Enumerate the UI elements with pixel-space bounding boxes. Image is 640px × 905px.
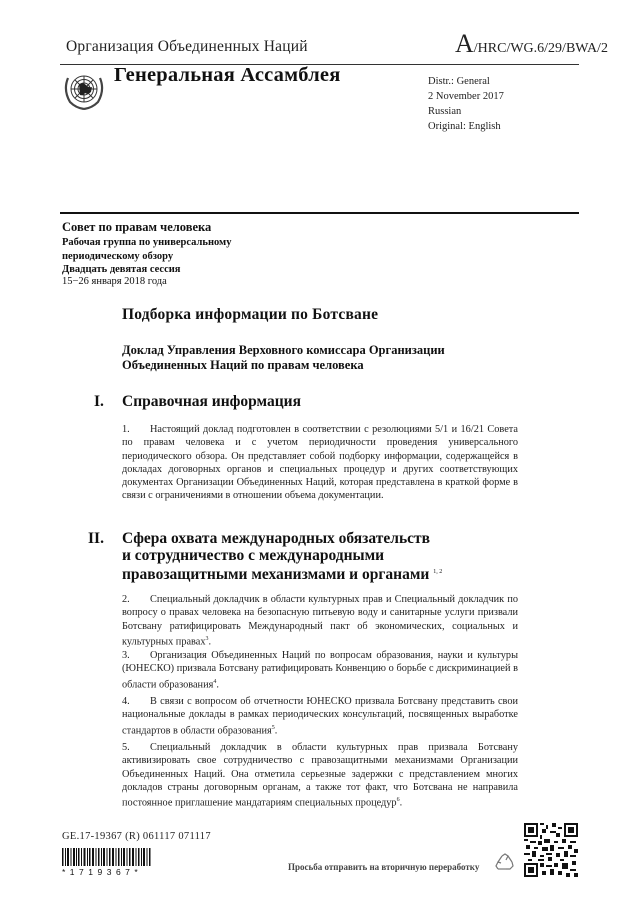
working-group-line: Рабочая группа по универсальному <box>62 237 232 248</box>
un-emblem-icon <box>62 70 106 110</box>
paragraph-number: 4. <box>122 696 130 707</box>
recycle-icon <box>494 852 516 874</box>
original-language-line: Original: English <box>428 121 501 132</box>
footnote-ref[interactable]: 3 <box>205 635 209 642</box>
document-title: Подборка информации по Ботсване <box>122 306 379 323</box>
paragraph-text: В связи с вопросом об отчетности ЮНЕСКО призвала Ботсвану представить свои национальные доклады в рамках периодических консультаций, посвященных выработке стандартов в области образования <box>122 696 518 737</box>
session-dates: 15−26 января 2018 года <box>62 276 167 287</box>
paragraph-text: Специальный докладчик в области культурных прав призвала Ботсвану активизировать свое сотрудничество с правозащитными механизмами Организации Объединенных Наций. Она отметила серьезные задержки с представлением многих докладов страны договорным органам, а также тот факт, что Ботсвана не направила постоянное приглашение мандатариям специальных процедур <box>122 742 518 809</box>
paragraph-number: 2. <box>122 594 130 605</box>
body-name: Генеральная Ассамблея <box>114 64 341 86</box>
qr-code-icon <box>524 823 578 877</box>
document-subtitle <box>122 343 522 373</box>
barcode-number: *1719367* <box>62 867 143 877</box>
paragraph-number: 3. <box>122 650 130 661</box>
main-divider <box>60 212 579 214</box>
footnote-ref[interactable]: 5 <box>271 724 275 731</box>
symbol-rest: /HRC/WG.6/29/BWA/2 <box>473 41 608 56</box>
working-group <box>62 236 231 277</box>
language-line: Russian <box>428 106 462 117</box>
section-title-line: и сотрудничество с международными <box>122 547 385 564</box>
distribution-line: Distr.: General <box>428 76 490 87</box>
council-name: Совет по правам человека <box>62 220 212 234</box>
section-title: Справочная информация <box>122 393 301 410</box>
job-number: GE.17-19367 (R) 061117 071117 <box>62 831 211 842</box>
section-number: II. <box>88 530 104 547</box>
section-title-line: Сфера охвата международных обязательств <box>122 530 431 547</box>
distribution-block <box>428 74 504 134</box>
section-number: I. <box>94 393 104 410</box>
paragraph-text: Настоящий доклад подготовлен в соответствии с резолюциями 5/1 и 16/21 Совета по правам человека и с учетом периодичности проведения универсального периодического обзора. Он представляет собой подборку информации, содержащейся в докладах договорных органов и специальных процедур и других соответствующих документах Организации Объединенных Наций, которая представлена в краткой форме в связи с ограничениями в отношении объема документации. <box>122 424 518 502</box>
paragraph-number: 5. <box>122 742 130 753</box>
document-symbol <box>455 29 608 58</box>
symbol-prefix: A <box>455 29 474 58</box>
footnote-ref[interactable]: 4 <box>213 678 217 685</box>
paragraph <box>122 423 518 503</box>
subtitle-line: Объединенных Наций по правам человека <box>122 358 364 372</box>
date-line: 2 November 2017 <box>428 91 504 102</box>
paragraph: 2. Специальный докладчик в области культурных прав и Специальный докладчик по вопросу о правах человека на безопасную питьевую воду и санитарные услуги призвали Ботсвану ратифицировать Международный пакт об экономических, социальных и культурных правах$^3$. <box>122 594 518 648</box>
organization-name: Организация Объединенных Наций <box>66 38 308 55</box>
paragraph: 4. В связи с вопросом об отчетности ЮНЕСКО призвала Ботсвану представить свои национальные доклады в рамках периодических консультаций, посвященных выработке стандартов в области образования$^5$. <box>122 696 518 737</box>
section-title <box>122 530 502 583</box>
paragraph-number: 1. <box>122 424 130 435</box>
recycle-notice: Просьба отправить на вторичную переработку <box>288 862 480 872</box>
footnote-ref[interactable]: 6 <box>396 797 400 804</box>
paragraph: 5. Специальный докладчик в области культурных прав призвала Ботсвану активизировать свое сотрудничество с правозащитными механизмами Организации Объединенных Наций. Она отметила серьезные задержки с представлением многих докладов страны договорным органам, а также тот факт, что Ботсвана не направила постоянное приглашение мандатариям специальных процедур$^6$. <box>122 742 518 809</box>
section-title-line: правозащитными механизмами и органами <box>122 566 430 584</box>
footnote-ref[interactable]: 1, 2 <box>433 569 443 575</box>
session: Двадцать девятая сессия <box>62 264 181 275</box>
subtitle-line: Доклад Управления Верховного комиссара Организации <box>122 343 445 357</box>
paragraph-text: Организация Объединенных Наций по вопросам образования, науки и культуры (ЮНЕСКО) призвала Ботсвану ратифицировать Конвенцию о борьбе с дискриминацией в области образования <box>122 650 518 691</box>
working-group-line: периодическому обзору <box>62 250 174 262</box>
barcode-icon <box>62 848 152 866</box>
paragraph: 3. Организация Объединенных Наций по вопросам образования, науки и культуры (ЮНЕСКО) призвала Ботсвану ратифицировать Конвенцию о борьбе с дискриминацией в области образования$^4$. <box>122 650 518 691</box>
paragraph-text: Специальный докладчик в области культурных прав и Специальный докладчик по вопросу о правах человека на безопасную питьевую воду и санитарные услуги призвали Ботсвану ратифицировать Международный пакт об экономических, социальных и культурных правах <box>122 594 518 648</box>
